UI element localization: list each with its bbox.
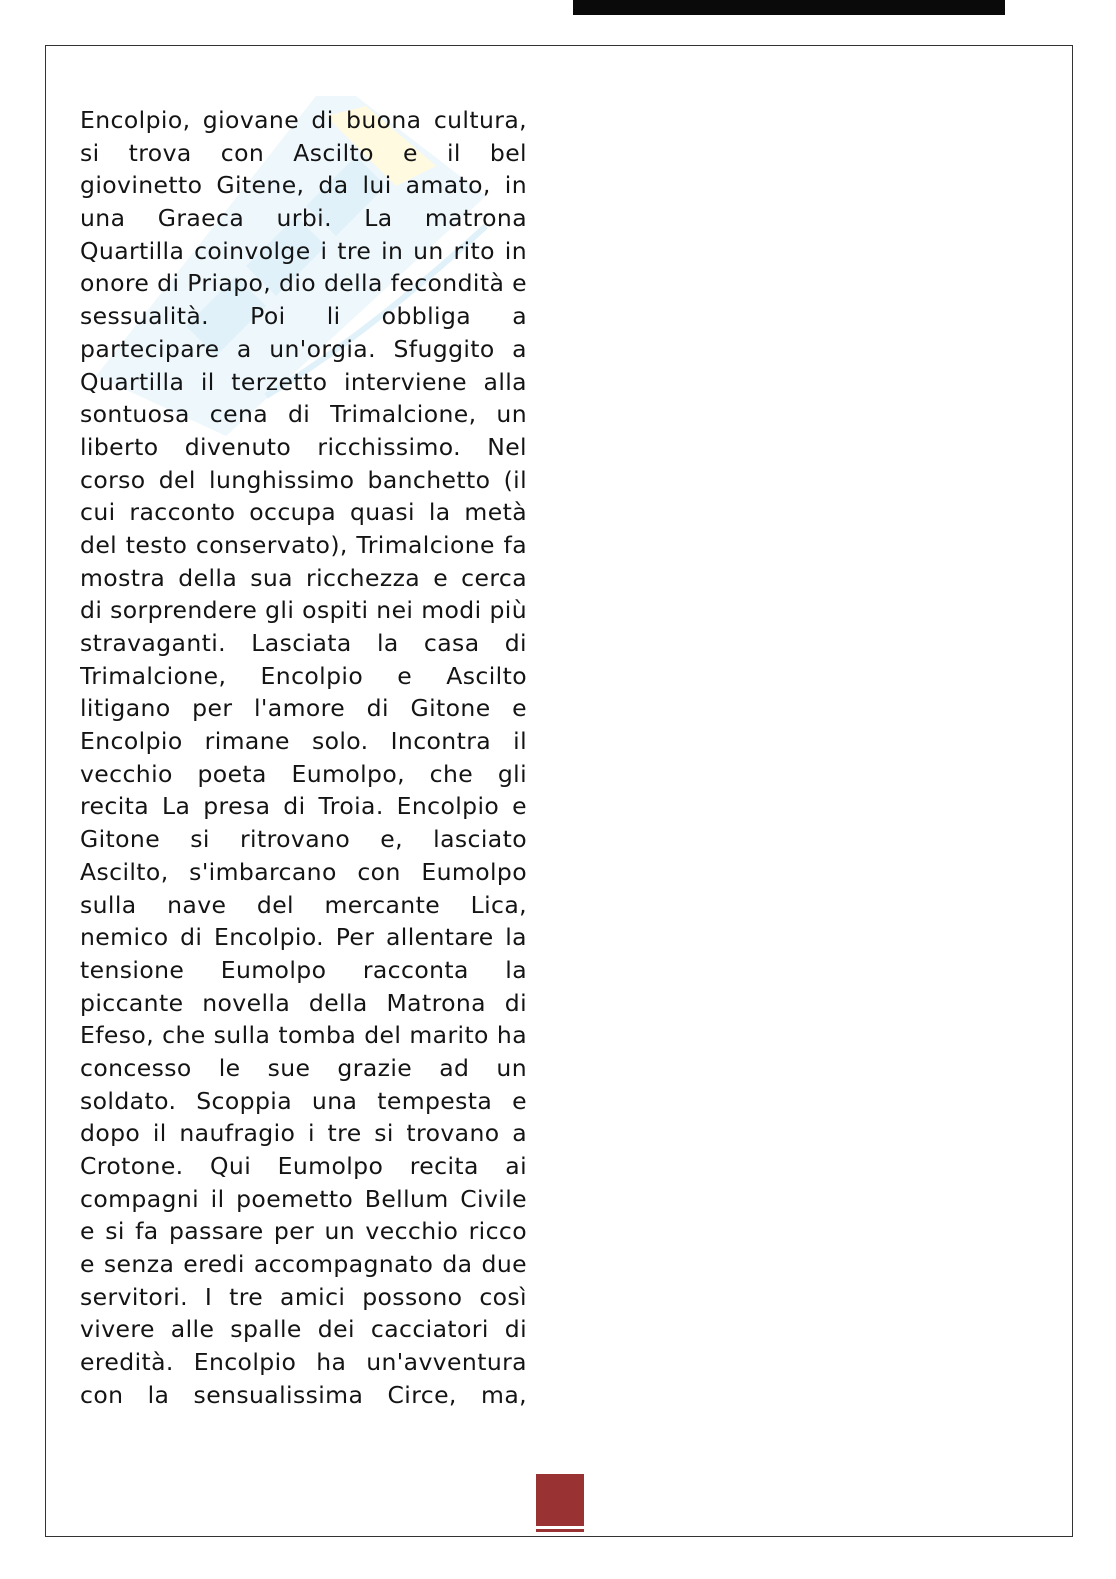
text-line: si trova con Ascilto e il bel <box>80 138 527 167</box>
text-line: stravaganti. Lasciata la casa di <box>80 629 527 657</box>
text-line: litigano per l'amore di Gitone e <box>80 694 527 723</box>
text-line: Quartilla coinvolge i tre in un rito in <box>80 236 527 265</box>
text-line: tensione Eumolpo racconta la <box>80 955 527 984</box>
text-line: cui racconto occupa quasi la metà <box>80 498 527 527</box>
text-line: Gitone si ritrovano e, lasciato <box>80 825 527 854</box>
header-bar <box>573 0 1005 15</box>
page-marker-block <box>536 1474 584 1526</box>
text-line: e senza eredi accompagnato da due <box>80 1250 527 1279</box>
page-frame <box>45 45 1073 1537</box>
text-line: del testo conservato), Trimalcione fa <box>80 530 527 559</box>
text-line: onore di Priapo, dio della fecondità e <box>80 269 527 298</box>
page-marker-icon <box>536 1474 584 1532</box>
text-line: sontuosa cena di Trimalcione, un <box>80 400 527 429</box>
text-line: sessualità. Poi li obbliga a <box>80 302 527 331</box>
text-line: Encolpio rimane solo. Incontra il <box>80 727 527 756</box>
text-line: Trimalcione, Encolpio e Ascilto <box>80 661 527 690</box>
text-line: corso del lunghissimo banchetto (il <box>80 465 527 494</box>
text-line: con la sensualissima Circe, ma, <box>80 1380 527 1409</box>
text-line: soldato. Scoppia una tempesta e <box>80 1086 527 1115</box>
text-line: compagni il poemetto Bellum Civile <box>80 1184 527 1213</box>
text-line: Encolpio, giovane di buona cultura, <box>80 106 527 134</box>
text-line: vecchio poeta Eumolpo, che gli <box>80 759 527 788</box>
text-line: Ascilto, s'imbarcano con Eumolpo <box>80 857 527 886</box>
text-line: Efeso, che sulla tomba del marito ha <box>80 1021 527 1050</box>
text-line: servitori. I tre amici possono così <box>80 1282 527 1311</box>
text-line: mostra della sua ricchezza e cerca <box>80 563 527 592</box>
text-line: Quartilla il terzetto interviene alla <box>80 367 527 396</box>
text-line: e si fa passare per un vecchio ricco <box>80 1217 527 1246</box>
text-line: sulla nave del mercante Lica, <box>80 890 527 919</box>
text-line: vivere alle spalle dei cacciatori di <box>80 1315 527 1344</box>
page-marker-underline <box>536 1529 584 1532</box>
text-line: Crotone. Qui Eumolpo recita ai <box>80 1152 527 1180</box>
text-line: giovinetto Gitene, da lui amato, in <box>80 171 527 200</box>
text-line: nemico di Encolpio. Per allentare la <box>80 923 527 952</box>
text-line: recita La presa di Troia. Encolpio e <box>80 792 527 821</box>
text-line: una Graeca urbi. La matrona <box>80 204 527 233</box>
text-line: eredità. Encolpio ha un'avventura <box>80 1348 527 1377</box>
text-line: concesso le sue grazie ad un <box>80 1053 527 1082</box>
text-line: partecipare a un'orgia. Sfuggito a <box>80 334 527 363</box>
text-line: dopo il naufragio i tre si trovano a <box>80 1119 527 1148</box>
body-text <box>80 104 527 1412</box>
text-line: liberto divenuto ricchissimo. Nel <box>80 432 527 461</box>
text-line: di sorprendere gli ospiti nei modi più <box>80 596 527 625</box>
text-line: piccante novella della Matrona di <box>80 988 527 1017</box>
